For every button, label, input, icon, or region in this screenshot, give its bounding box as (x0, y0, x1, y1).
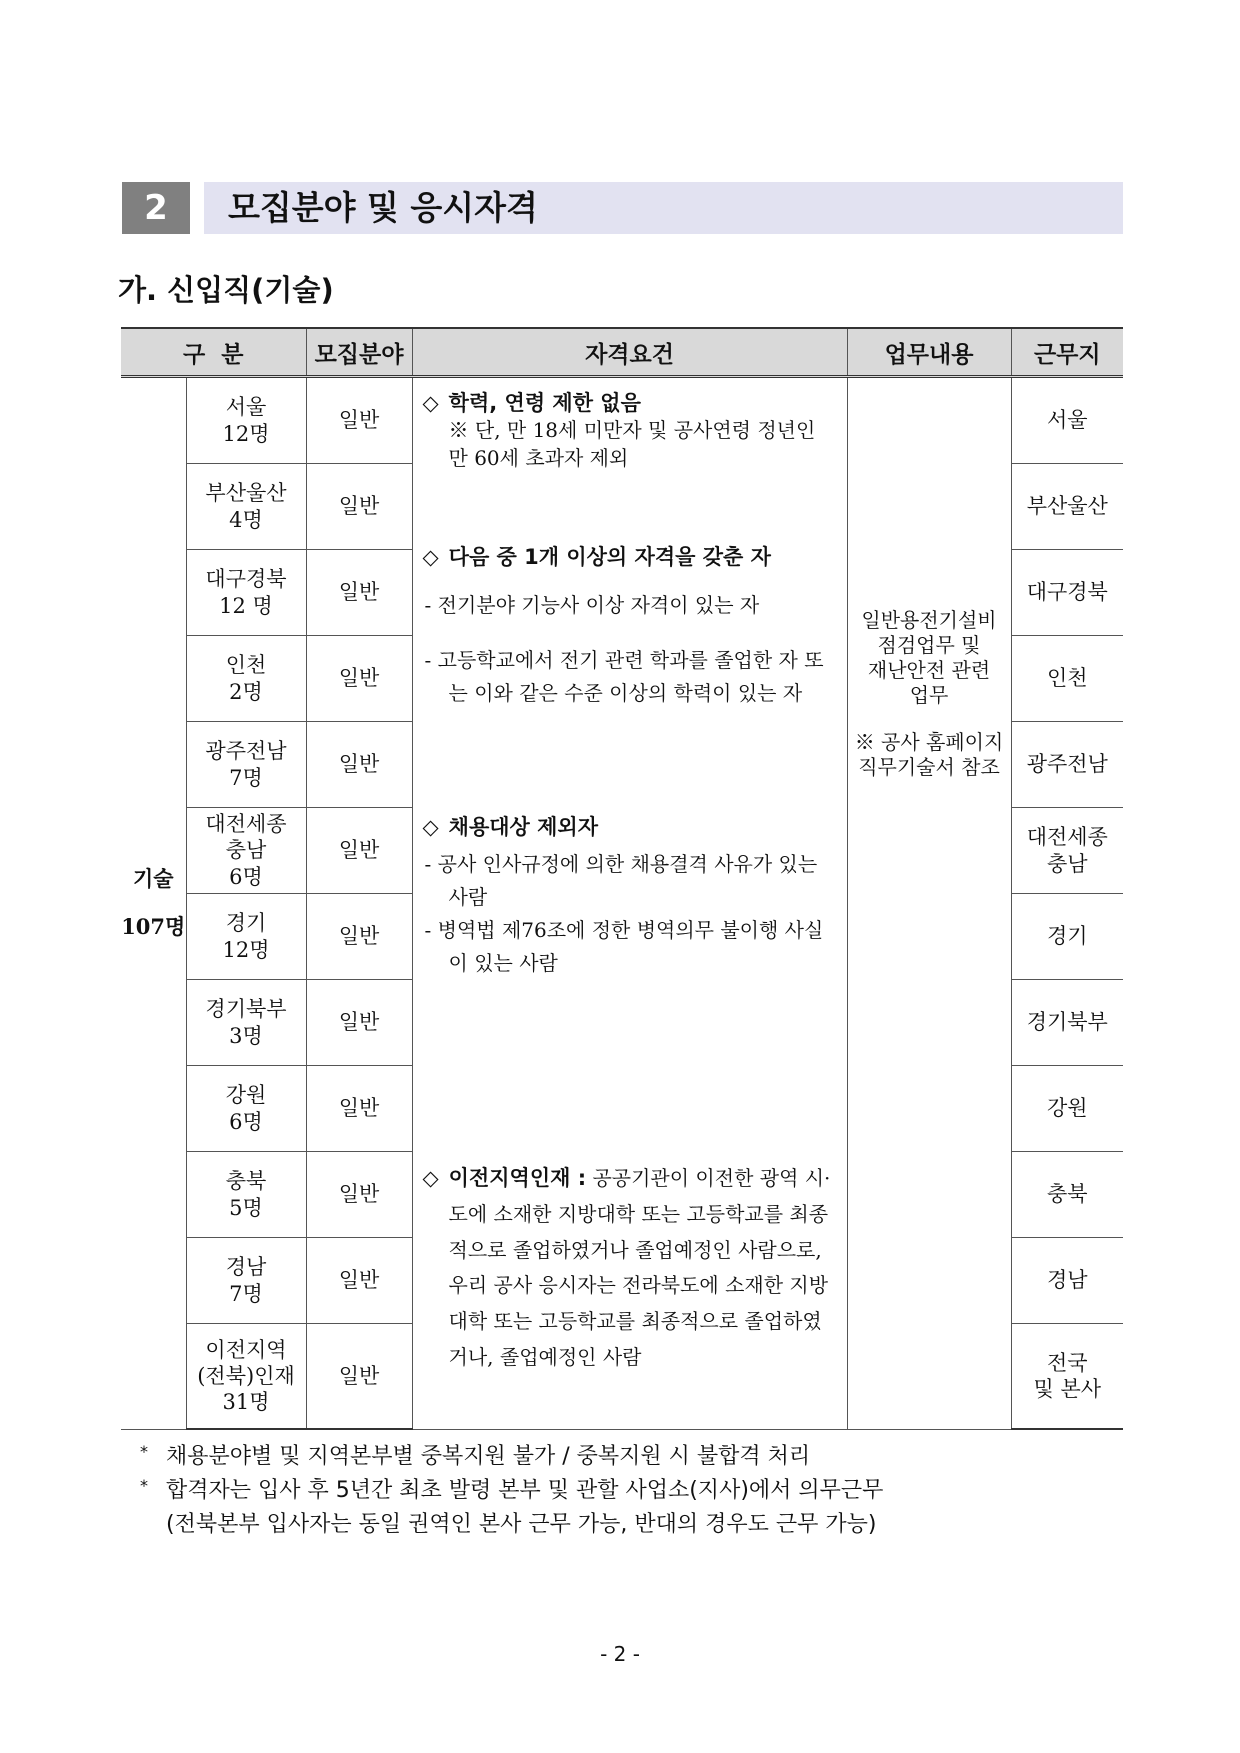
region-name: 경기 (225, 911, 267, 936)
workplace-cell: 경기북부 (1011, 980, 1123, 1066)
workplace-cell: 경남 (1011, 1238, 1123, 1324)
region-name: 인천 (225, 653, 267, 678)
workplace-cell: 대구경북 (1011, 550, 1123, 636)
section-title: 모집분야 및 응시자격 (204, 182, 1123, 234)
category-count: 107명 (121, 914, 186, 940)
workplace-cell: 전국 및 본사 (1011, 1324, 1123, 1430)
qualification-block-1 (423, 390, 841, 472)
region-name: 강원 (225, 1083, 267, 1108)
header-qualifications: 자격요건 (412, 328, 847, 377)
workplace-cell: 대전세종 충남 (1011, 808, 1123, 894)
region-cell (186, 808, 306, 894)
diamond-bullet-icon: ◇ (422, 814, 439, 839)
qualification-block-3 (423, 814, 841, 980)
diamond-bullet-icon: ◇ (422, 1165, 439, 1190)
workplace-cell: 광주전남 (1011, 722, 1123, 808)
note-3: (전북본부 입사자는 동일 권역인 본사 근무 가능, 반대의 경우도 근무 가능) (166, 1512, 877, 1538)
region-cell (186, 980, 306, 1066)
category-cell (121, 377, 186, 1430)
region-name: 대구경북 (205, 567, 287, 592)
field-cell: 일반 (306, 1152, 412, 1238)
workplace-cell: 서울 (1011, 377, 1123, 464)
region-cell (186, 1238, 306, 1324)
field-cell: 일반 (306, 636, 412, 722)
region-cell (186, 722, 306, 808)
page-number: - 2 - (600, 1642, 640, 1666)
region-count: 12명 (222, 421, 270, 446)
region-count: 31명 (222, 1390, 270, 1415)
qualification-block-4 (423, 1160, 841, 1375)
q4-text: 공공기관이 이전한 광역 시·도에 소재한 지방대학 또는 고등학교를 최종적으로 졸업하였거나 졸업예정인 사람으로, 우리 공사 응시자는 전라북도에 소재한 지방대학 또는 고등학교를 최종적으로 졸업하였거나, 졸업예정인 사람 (448, 1165, 831, 1369)
region-name: 서울 (225, 395, 267, 420)
section-header (122, 182, 1123, 234)
note-text: 합격자는 입사 후 5년간 최초 발령 본부 및 관할 사업소(지사)에서 의무근무 (166, 1478, 884, 1504)
q3-item-1: - 공사 인사규정에 의한 채용결격 사유가 있는 사람 (424, 851, 818, 909)
region-count: 4명 (229, 507, 263, 532)
field-cell: 일반 (306, 1238, 412, 1324)
diamond-bullet-icon: ◇ (422, 391, 439, 415)
region-count: 3명 (229, 1023, 263, 1048)
q4-title: 이전지역인재 : (448, 1165, 587, 1190)
region-cell (186, 464, 306, 550)
duty-note-2: 직무기술서 참조 (858, 755, 1000, 779)
region-count: 7명 (229, 765, 263, 790)
q3-title: 채용대상 제외자 (448, 814, 598, 839)
region-count: 12 명 (219, 593, 273, 618)
region-name: 이전지역 (전북)인재 (197, 1337, 295, 1388)
region-cell (186, 377, 306, 464)
notes (140, 1440, 883, 1542)
region-count: 6명 (229, 864, 263, 889)
region-count: 7명 (229, 1281, 263, 1306)
region-cell (186, 1066, 306, 1152)
section-number: 2 (122, 182, 190, 234)
field-cell: 일반 (306, 1066, 412, 1152)
duty-line-3: 재난안전 관련 (867, 658, 991, 682)
field-cell: 일반 (306, 550, 412, 636)
region-cell (186, 550, 306, 636)
table-header-row (121, 328, 1123, 377)
q3-item-2: - 병역법 제76조에 정한 병역의무 불이행 사실이 있는 사람 (424, 917, 824, 975)
region-name: 경기북부 (205, 997, 287, 1022)
header-workplace: 근무지 (1011, 328, 1123, 377)
q1-title: 학력, 연령 제한 없음 (448, 391, 641, 415)
field-cell: 일반 (306, 1324, 412, 1430)
field-cell: 일반 (306, 722, 412, 808)
region-name: 광주전남 (205, 739, 287, 764)
region-count: 6명 (229, 1109, 263, 1134)
region-name: 충북 (225, 1169, 267, 1194)
region-name: 경남 (225, 1255, 267, 1280)
region-cell (186, 1152, 306, 1238)
region-name: 대전세종 충남 (205, 812, 287, 863)
category-name: 기술 (132, 867, 174, 891)
region-name: 부산울산 (205, 481, 287, 506)
qualifications-cell (412, 377, 847, 1430)
workplace-cell: 인천 (1011, 636, 1123, 722)
region-cell (186, 1324, 306, 1430)
region-count: 5명 (229, 1195, 263, 1220)
field-cell: 일반 (306, 464, 412, 550)
header-field: 모집분야 (306, 328, 412, 377)
workplace-cell: 부산울산 (1011, 464, 1123, 550)
duty-line-2: 점검업무 및 (877, 633, 981, 657)
recruitment-table (121, 327, 1123, 1430)
field-cell: 일반 (306, 808, 412, 894)
duty-note-1: ※ 공사 홈페이지 (854, 730, 1004, 754)
subsection-title: 가. 신입직(기술) (118, 273, 334, 307)
region-cell (186, 636, 306, 722)
asterisk-icon: * (140, 1476, 148, 1496)
field-cell: 일반 (306, 894, 412, 980)
header-category: 구 분 (121, 328, 306, 377)
table-row (121, 377, 1123, 464)
workplace-cell: 강원 (1011, 1066, 1123, 1152)
diamond-bullet-icon: ◇ (422, 545, 439, 570)
field-cell: 일반 (306, 377, 412, 464)
workplace-cell: 충북 (1011, 1152, 1123, 1238)
q2-item-1: - 전기분야 기능사 이상 자격이 있는 자 (424, 592, 760, 617)
duty-line-4: 업무 (909, 683, 949, 707)
q2-title: 다음 중 1개 이상의 자격을 갖춘 자 (448, 545, 771, 570)
duties-cell (847, 377, 1011, 1430)
q2-item-2: - 고등학교에서 전기 관련 학과를 졸업한 자 또는 이와 같은 수준 이상의 학력이 있는 자 (424, 647, 824, 705)
note-text: 채용분야별 및 지역본부별 중복지원 불가 / 중복지원 시 불합격 처리 (166, 1444, 811, 1469)
workplace-cell: 경기 (1011, 894, 1123, 980)
region-count: 12명 (222, 937, 270, 962)
note-1 (140, 1440, 883, 1474)
qualification-block-2 (423, 544, 841, 709)
duty-line-1: 일반용전기설비 (861, 608, 997, 632)
region-cell (186, 894, 306, 980)
region-count: 2명 (229, 679, 263, 704)
q1-note: ※ 단, 만 18세 미만자 및 공사연령 정년인 만 60세 초과자 제외 (448, 418, 816, 471)
note-2 (140, 1474, 883, 1508)
header-duties: 업무내용 (847, 328, 1011, 377)
asterisk-icon: * (140, 1442, 148, 1461)
field-cell: 일반 (306, 980, 412, 1066)
